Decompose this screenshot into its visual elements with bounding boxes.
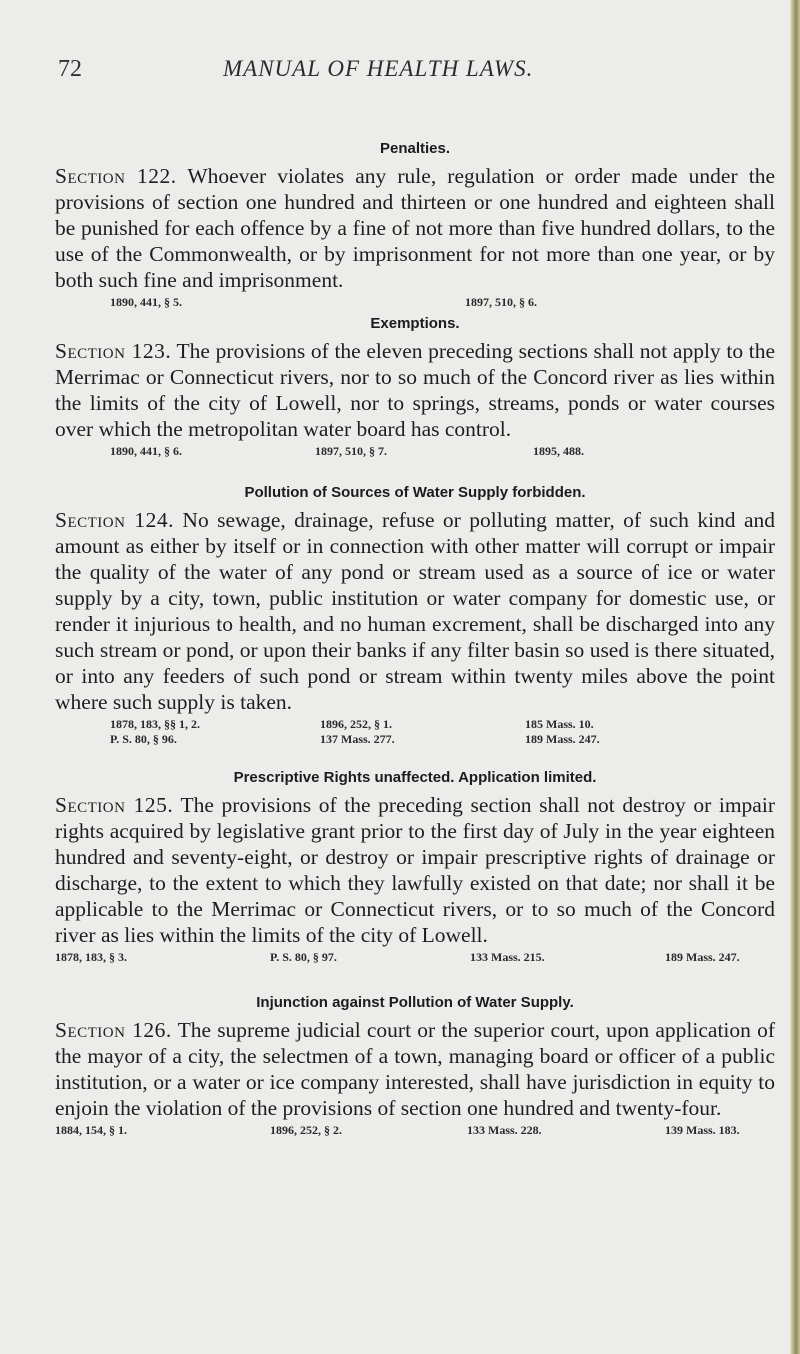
section-heading: Exemptions. bbox=[370, 315, 460, 332]
citation: 189 Mass. 247. bbox=[665, 950, 740, 964]
citation: 1896, 252, § 1. bbox=[320, 717, 392, 731]
citations bbox=[55, 1123, 775, 1141]
section-text: The supreme judicial court or the superior court, upon application of the mayor of a city, the selectmen of a town, managing board or officer of a public institution, or a water or ice company interested, shall have jurisdiction in equity to enjoin the violation of the provisions of section one hundred and twenty-four. bbox=[55, 1018, 775, 1120]
running-head bbox=[58, 56, 778, 86]
section-122 bbox=[55, 140, 775, 313]
citation: 1897, 510, § 6. bbox=[465, 295, 537, 309]
section-126 bbox=[55, 994, 775, 1141]
citations bbox=[55, 717, 775, 749]
citation: 1897, 510, § 7. bbox=[315, 444, 387, 458]
section-124 bbox=[55, 484, 775, 749]
citation: 133 Mass. 228. bbox=[467, 1123, 542, 1137]
citation: 1890, 441, § 6. bbox=[110, 444, 182, 458]
section-heading: Prescriptive Rights unaffected. Application limited. bbox=[233, 769, 597, 786]
section-label: Section 122. bbox=[55, 164, 177, 188]
section-text: The provisions of the preceding section shall not destroy or impair rights acquired by legislative grant prior to the first day of July in the year eighteen hundred and seventy-eight, or destroy or impair prescriptive rights of drainage or discharge, to the extent to which they lawfully existed on that date; nor shall it be applicable to the Merrimac or Connecticut rivers, or to so much of the Concord river as lies within the limits of the city of Lowell. bbox=[55, 793, 775, 947]
citations bbox=[55, 444, 775, 462]
citation: P. S. 80, § 96. bbox=[110, 732, 177, 746]
citation: 1890, 441, § 5. bbox=[110, 295, 182, 309]
citation: 1895, 488. bbox=[533, 444, 584, 458]
page-binding-edge bbox=[790, 0, 800, 1354]
citation: 189 Mass. 247. bbox=[525, 732, 600, 746]
section-123 bbox=[55, 315, 775, 462]
citation: 1884, 154, § 1. bbox=[55, 1123, 127, 1137]
section-body bbox=[55, 163, 775, 293]
citations bbox=[55, 295, 775, 313]
section-body bbox=[55, 1017, 775, 1121]
section-label: Section 125. bbox=[55, 793, 174, 817]
citation: 137 Mass. 277. bbox=[320, 732, 395, 746]
section-heading: Pollution of Sources of Water Supply forbidden. bbox=[244, 484, 586, 501]
section-body bbox=[55, 792, 775, 948]
page-number: 72 bbox=[58, 56, 82, 82]
citation: 1878, 183, § 3. bbox=[55, 950, 127, 964]
page-content bbox=[55, 140, 775, 1141]
citation: P. S. 80, § 97. bbox=[270, 950, 337, 964]
section-text: No sewage, drainage, refuse or polluting matter, of such kind and amount as either by itself or in connection with other matter will corrupt or impair the quality of the water of any pond or stream used as a source of ice or water supply by a city, town, public institution or water company for domestic use, or render it injurious to health, and no human excrement, shall be discharged into any such stream or pond, or upon their banks if any filter basin so used is there situated, or into any feeders of such pond or stream within twenty miles above the point where such supply is taken. bbox=[55, 508, 776, 714]
citation: 1878, 183, §§ 1, 2. bbox=[110, 717, 200, 731]
section-label: Section 126. bbox=[55, 1018, 172, 1042]
section-125 bbox=[55, 769, 775, 968]
citation: 133 Mass. 215. bbox=[470, 950, 545, 964]
section-text: The provisions of the eleven preceding sections shall not apply to the Merrimac or Connecticut rivers, nor to so much of the Concord river as lies within the limits of the city of Lowell, nor to springs, streams, ponds or water courses over which the metropolitan water board has control. bbox=[55, 339, 775, 441]
running-title: MANUAL OF HEALTH LAWS. bbox=[223, 56, 534, 81]
section-body bbox=[55, 338, 775, 442]
section-heading: Penalties. bbox=[379, 140, 451, 157]
section-label: Section 123. bbox=[55, 339, 172, 363]
section-label: Section 124. bbox=[55, 508, 174, 532]
citation: 185 Mass. 10. bbox=[525, 717, 594, 731]
section-text: Whoever violates any rule, regulation or order made under the provisions of section one hundred and thirteen or one hundred and eighteen shall be punished for each offence by a fine of not more than five hundred dollars, to the use of the Commonwealth, or by imprisonment for not more than one year, or by both such fine and imprisonment. bbox=[55, 164, 775, 292]
citations bbox=[55, 950, 775, 968]
section-heading: Injunction against Pollution of Water Supply. bbox=[256, 994, 574, 1011]
citation: 139 Mass. 183. bbox=[665, 1123, 740, 1137]
citation: 1896, 252, § 2. bbox=[270, 1123, 342, 1137]
section-body bbox=[55, 507, 775, 715]
